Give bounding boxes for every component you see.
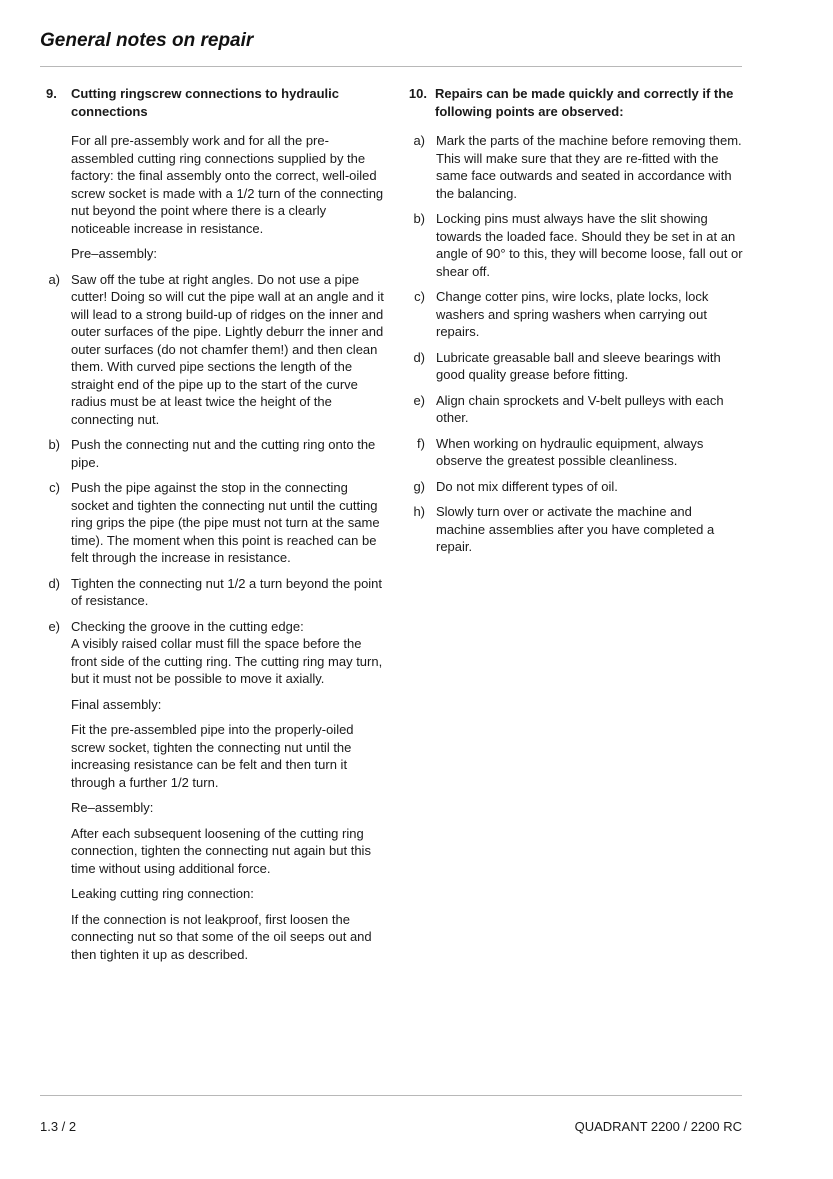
item-label: b) [413, 211, 425, 226]
intro-paragraph: For all pre-assembly work and for all the pre-assembled cutting ring connections supplied by the factory: the final assembly onto the correct, well-oiled screw socket is made with a 1/2 turn of the connecting nut beyond the point where there is a clearly noticeable increase in resistance. [71, 133, 384, 236]
re-assembly-label: Re–assembly: [71, 800, 154, 815]
pre-assembly-label: Pre–assembly: [71, 246, 157, 261]
item-label: f) [417, 435, 425, 451]
item-text: Push the connecting nut and the cutting ring onto the pipe. [71, 437, 376, 470]
list-item [404, 503, 744, 556]
list-item [404, 288, 744, 341]
section-number: 9. [46, 86, 57, 101]
page-title: General notes on repair [40, 30, 254, 51]
section-title: Cutting ringscrew connections to hydraulic connections [71, 86, 339, 119]
list-item [404, 210, 744, 280]
final-assembly-text: Fit the pre-assembled pipe into the properly-oiled screw socket, tighten the connecting nut until the increasing resistance can be felt and then turn it through a further 1/2 turn. [71, 722, 354, 790]
item-label: g) [413, 478, 425, 494]
section-9-heading [40, 85, 385, 120]
item-text [71, 618, 385, 688]
list-item [404, 478, 744, 496]
section-title: Repairs can be made quickly and correctly if the following points are observed: [435, 86, 734, 119]
item-text: Align chain sprockets and V-belt pulleys with each other. [436, 392, 724, 425]
item-label: c) [414, 289, 425, 304]
re-assembly-text: After each subsequent loosening of the cutting ring connection, tighten the connecting nut again but this time without using additional force. [71, 825, 371, 876]
list-item [40, 618, 385, 688]
item-label: h) [413, 504, 425, 519]
item-text: Mark the parts of the machine before removing them. This will make sure that they are re-fitted with the same face outwards and seated in accordance with the balancing. [436, 133, 742, 201]
left-column [40, 85, 385, 971]
item-text-line: Checking the groove in the cutting edge: [71, 618, 304, 634]
list-item [404, 349, 744, 384]
item-text: Do not mix different types of oil. [436, 478, 618, 494]
page-number: 1.3 / 2 [40, 1119, 77, 1134]
list-item [40, 575, 385, 610]
item-label: e) [413, 392, 425, 408]
item-label: c) [49, 480, 60, 495]
item-text: Tighten the connecting nut 1/2 a turn beyond the point of resistance. [71, 575, 383, 608]
final-assembly-label: Final assembly: [71, 696, 162, 712]
item-text: Slowly turn over or activate the machine and machine assemblies after you have completed a repair. [436, 504, 715, 554]
item-label: d) [413, 349, 425, 365]
item-text-continuation: A visibly raised collar must fill the space before the front side of the cutting ring. The cutting ring may turn, but it must not be possible to move it axially. [71, 636, 383, 686]
item-label: a) [48, 271, 60, 287]
item-label: b) [48, 437, 60, 452]
item-text: Push the pipe against the stop in the connecting socket and tighten the connecting nut until the cutting ring grips the pipe (the pipe must not turn at the same time). The moment when this point is reached can be felt through the increase in resistance. [71, 480, 380, 565]
list-item [40, 436, 385, 471]
item-label: d) [48, 575, 60, 591]
list-item [40, 271, 385, 429]
item-text: Lubricate greasable ball and sleeve bearings with good quality grease before fitting. [436, 349, 721, 382]
header-divider [40, 66, 742, 67]
item-text: Saw off the tube at right angles. Do not use a pipe cutter! Doing so will cut the pipe wall at an angle and it will lead to a strong build-up of ridges on the inner and outer surfaces of the pipe. Lightly deburr the inner and outer surfaces (do not chamfer them!) and then clean them. With curved pipe sections the length of the straight end of the pipe up to the start of the curve radius must be at least twice the height of the connecting nut. [71, 271, 384, 427]
item-text: Change cotter pins, wire locks, plate locks, lock washers and spring washers when carrying out repairs. [436, 289, 709, 339]
footer-divider [40, 1095, 742, 1096]
section-number: 10. [408, 86, 427, 101]
list-item [404, 392, 744, 427]
item-label: e) [48, 618, 60, 634]
list-item [404, 435, 744, 470]
item-text: When working on hydraulic equipment, always observe the greatest possible cleanliness. [436, 435, 704, 468]
section-10-heading [404, 85, 744, 120]
item-text: Locking pins must always have the slit showing towards the loaded face. Should they be set in at an angle of 90° to this, they will become loose, fall out or shear off. [436, 211, 743, 279]
list-item [404, 132, 744, 202]
item-label: a) [413, 133, 425, 148]
leaking-text: If the connection is not leakproof, first loosen the connecting nut so that some of the oil seeps out and then tighten it up as described. [71, 911, 372, 962]
leaking-label: Leaking cutting ring connection: [71, 886, 254, 901]
right-column [404, 85, 744, 564]
model-name: QUADRANT 2200 / 2200 RC [574, 1119, 742, 1134]
list-item [40, 479, 385, 567]
